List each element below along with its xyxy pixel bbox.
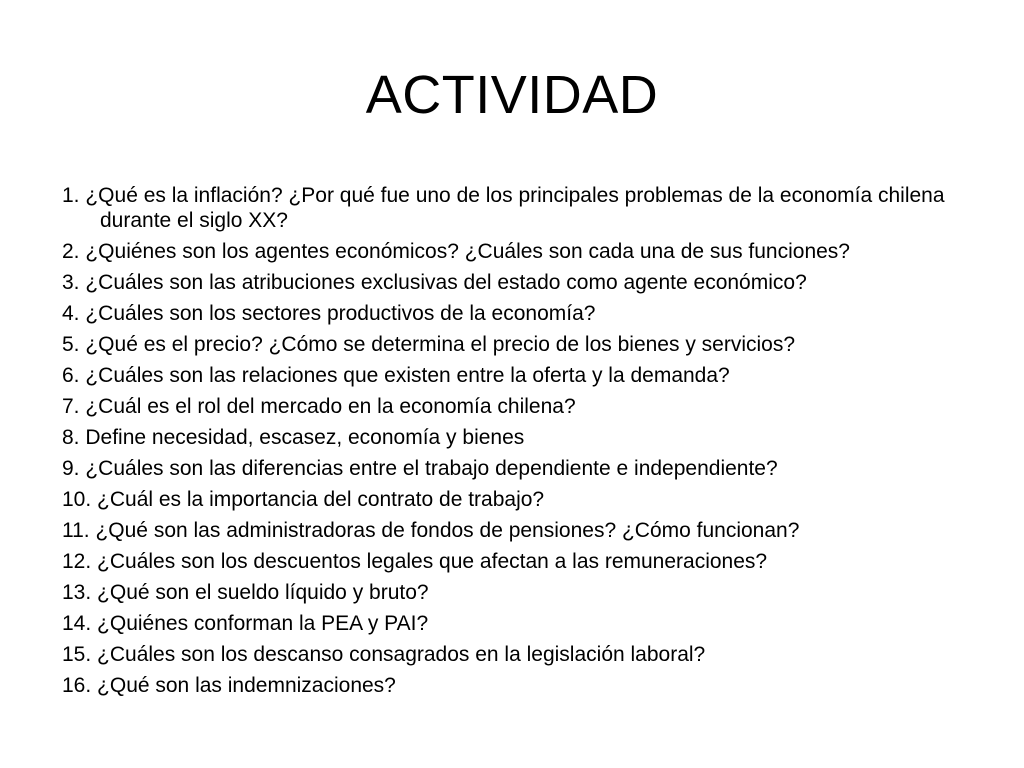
- question-list: [62, 183, 962, 704]
- question-item: 5. ¿Qué es el precio? ¿Cómo se determina el precio de los bienes y servicios?: [62, 333, 796, 356]
- slide-title: ACTIVIDAD: [365, 65, 659, 125]
- question-item: 1. ¿Qué es la inflación? ¿Por qué fue uno de los principales problemas de la economía chilena durante el siglo XX?: [62, 184, 945, 232]
- question-item: 14. ¿Quiénes conforman la PEA y PAI?: [62, 612, 429, 635]
- question-item: 15. ¿Cuáles son los descanso consagrados en la legislación laboral?: [62, 643, 706, 666]
- question-item: 16. ¿Qué son las indemnizaciones?: [62, 674, 396, 697]
- question-item: 9. ¿Cuáles son las diferencias entre el trabajo dependiente e independiente?: [62, 457, 778, 480]
- question-item: 12. ¿Cuáles son los descuentos legales que afectan a las remuneraciones?: [62, 550, 768, 573]
- question-item: 11. ¿Qué son las administradoras de fondos de pensiones? ¿Cómo funcionan?: [62, 519, 800, 542]
- question-item: 10. ¿Cuál es la importancia del contrato de trabajo?: [62, 488, 545, 511]
- question-item: 2. ¿Quiénes son los agentes económicos? ¿Cuáles son cada una de sus funciones?: [62, 240, 850, 263]
- question-item: 3. ¿Cuáles son las atribuciones exclusivas del estado como agente económico?: [62, 271, 807, 294]
- question-item: 13. ¿Qué son el sueldo líquido y bruto?: [62, 581, 429, 604]
- question-item: 6. ¿Cuáles son las relaciones que existen entre la oferta y la demanda?: [62, 364, 730, 387]
- question-item: 4. ¿Cuáles son los sectores productivos de la economía?: [62, 302, 596, 325]
- question-item: 7. ¿Cuál es el rol del mercado en la economía chilena?: [62, 395, 576, 418]
- question-item: 8. Define necesidad, escasez, economía y bienes: [62, 426, 525, 449]
